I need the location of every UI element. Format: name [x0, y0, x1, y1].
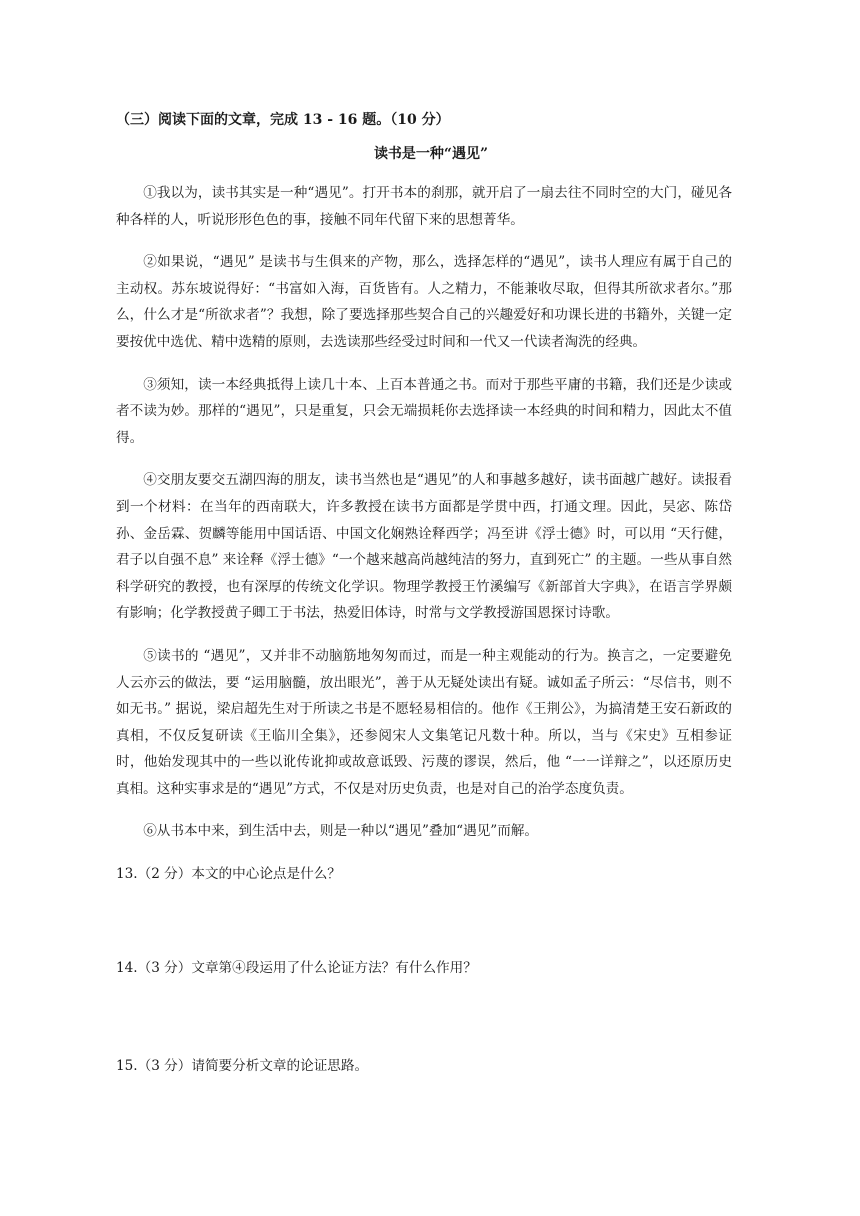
question-14: 14.（3 分）文章第④段运用了什么论证方法？有什么作用？	[116, 960, 477, 977]
article-paragraph-1: ①我以为，读书其实是一种“遇见”。打开书本的刹那，就开启了一扇去往不同时空的大门，碰见各种各样的人，听说形形色色的事，接触不同年代留下来的思想菁华。	[116, 185, 732, 228]
article-paragraph-6: ⑥从书本中来，到生活中去，则是一种以“遇见”叠加“遇见”而解。	[143, 823, 539, 840]
section-heading: （三）阅读下面的文章，完成 13 - 16 题。（10 分）	[116, 112, 450, 128]
question-15: 15.（3 分）请简要分析文章的论证思路。	[116, 1058, 369, 1075]
article-paragraph-5: ⑤读书的 “遇见”，又并非不动脑筋地匆匆而过，而是一种主观能动的行为。换言之，一定要避免人云亦云的做法，要 “运用脑髓，放出眼光”，善于从无疑处读出有疑。诚如孟子所云：“尽信书，则不如无书。” 据说，梁启超先生对于所读之书是不愿轻易相信的。他作《王荆公》，为搞清楚王安石新政的真相，不仅反复研读《王临川全集》，还参阅宋人文集笔记凡数十种。所以，当与《宋史》互相参证时，他始发现其中的一些以讹传讹抑或故意诋毁、污蔑的谬误，然后，他 “一一详辩之”，以还原历史真相。这种实事求是的“遇见”方式，不仅是对历史负责，也是对自己的治学态度负责。	[116, 647, 732, 797]
answer-space-13	[116, 887, 732, 955]
question-13: 13.（2 分）本文的中心论点是什么？	[116, 866, 341, 883]
article-paragraph-4: ④交朋友要交五湖四海的朋友，读书当然也是“遇见”的人和事越多越好，读书面越广越好。读报看到一个材料：在当年的西南联大，许多教授在读书方面都是学贯中西，打通文理。因此，吴宓、陈岱孙、金岳霖、贺麟等能用中国话语、中国文化娴熟诠释西学；冯至讲《浮士德》时，可以用 “天行健，君子以自强不息” 来诠释《浮士德》“一个越来越高尚越纯洁的努力，直到死亡” 的主题。一些从事自然科学研究的教授，也有深厚的传统文化学识。物理学教授王竹溪编写《新部首大字典》，在语言学界颇有影响；化学教授黄子卿工于书法，热爱旧体诗，时常与文学教授游国恩探讨诗歌。	[116, 472, 732, 622]
answer-space-14	[116, 981, 732, 1053]
article-paragraph-3: ③须知，读一本经典抵得上读几十本、上百本普通之书。而对于那些平庸的书籍，我们还是少读或者不读为妙。那样的“遇见”，只是重复，只会无端损耗你去选择读一本经典的时间和精力，因此太不值得。	[116, 376, 732, 446]
article-title: 读书是一种“遇见”	[373, 146, 489, 162]
article-paragraph-2: ②如果说，“遇见” 是读书与生俱来的产物，那么，选择怎样的“遇见”，读书人理应有属于自己的主动权。苏东坡说得好：“书富如入海，百货皆有。人之精力，不能兼收尽取，但得其所欲求者尔。”那么，什么才是“所欲求者”？我想，除了要选择那些契合自己的兴趣爱好和功课长进的书籍外，关键一定要按优中选优、精中选精的原则，去选读那些经受过时间和一代又一代读者淘洗的经典。	[116, 254, 732, 350]
